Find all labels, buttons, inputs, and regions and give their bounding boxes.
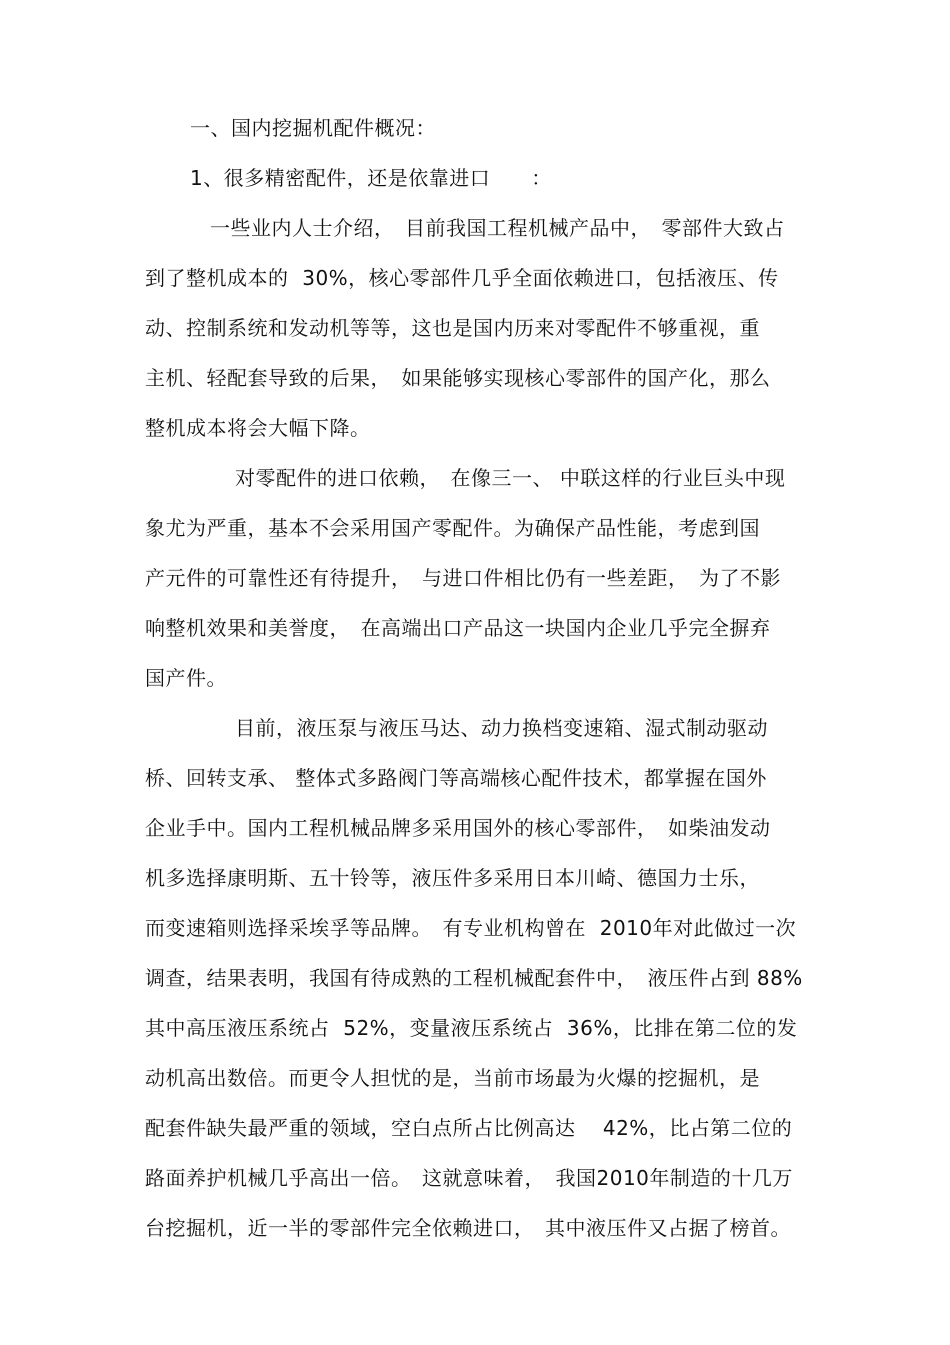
subsection-heading: 1、很多精密配件，还是依靠进口 ： [190,166,552,190]
paragraph-2-line-2: 象尤为严重，基本不会采用国产零配件。为确保产品性能，考虑到国 [145,516,760,540]
paragraph-3-line-5: 而变速箱则选择采埃孚等品牌。 有专业机构曾在 2010年对此做过一次 [145,916,797,940]
paragraph-3-line-7: 其中高压液压系统占 52%，变量液压系统占 36%，比排在第二位的发 [145,1016,798,1040]
paragraph-3-line-10: 路面养护机械几乎高出一倍。 这就意味着， 我国2010年制造的十几万 [145,1166,793,1190]
paragraph-3-line-9: 配套件缺失最严重的领域，空白点所占比例高达 42%，比占第二位的 [145,1116,793,1140]
paragraph-1-line-1: 一些业内人士介绍， 目前我国工程机械产品中， 零部件大致占 [210,216,785,240]
paragraph-2-line-4: 响整机效果和美誉度， 在高端出口产品这一块国内企业几乎完全摒弃 [145,616,771,640]
paragraph-1-line-5: 整机成本将会大幅下降。 [145,416,371,440]
section-heading: 一、国内挖掘机配件概况： [190,116,436,140]
paragraph-3-line-2: 桥、回转支承、 整体式多路阀门等高端核心配件技术，都掌握在国外 [145,766,767,790]
paragraph-3-line-8: 动机高出数倍。而更令人担忧的是，当前市场最为火爆的挖掘机，是 [145,1066,760,1090]
paragraph-2-line-3: 产元件的可靠性还有待提升， 与进口件相比仍有一些差距， 为了不影 [145,566,781,590]
paragraph-1-line-4: 主机、轻配套导致的后果， 如果能够实现核心零部件的国产化，那么 [145,366,771,390]
paragraph-3-line-6: 调查，结果表明，我国有待成熟的工程机械配套件中， 液压件占到 88% [145,966,803,990]
paragraph-3-line-11: 台挖掘机，近一半的零部件完全依赖进口， 其中液压件又占据了榜首。 [145,1216,791,1240]
paragraph-2-line-1: 对零配件的进口依赖， 在像三一、 中联这样的行业巨头中现 [235,466,786,490]
paragraph-3-line-1: 目前，液压泵与液压马达、动力换档变速箱、湿式制动驱动 [235,716,768,740]
paragraph-3-line-3: 企业手中。国内工程机械品牌多采用国外的核心零部件， 如柴油发动 [145,816,771,840]
paragraph-1-line-2: 到了整机成本的 30%，核心零部件几乎全面依赖进口，包括液压、传 [145,266,779,290]
paragraph-2-line-5: 国产件。 [145,666,227,690]
paragraph-1-line-3: 动、控制系统和发动机等等，这也是国内历来对零配件不够重视，重 [145,316,760,340]
paragraph-3-line-4: 机多选择康明斯、五十铃等，液压件多采用日本川崎、德国力士乐， [145,866,760,890]
